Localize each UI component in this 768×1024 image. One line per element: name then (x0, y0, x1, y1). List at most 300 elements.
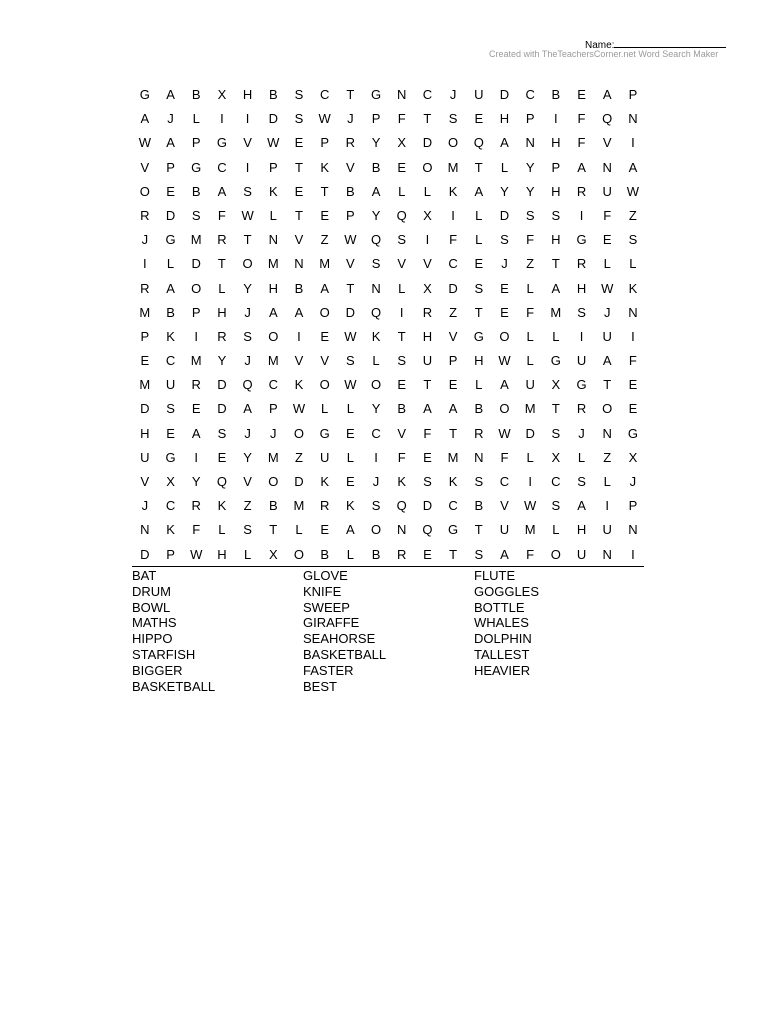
grid-letter: C (422, 87, 433, 102)
grid-letter: Z (294, 449, 303, 465)
grid-letter: A (577, 159, 586, 175)
grid-letter: G (370, 87, 382, 102)
grid-letter: L (218, 280, 226, 296)
name-blank-line (614, 38, 726, 48)
grid-letter: K (371, 328, 381, 344)
grid-letter: D (499, 87, 510, 102)
grid-letter: D (140, 546, 150, 562)
grid-letter: T (449, 425, 458, 441)
grid-letter: T (423, 111, 432, 127)
grid-letter: G (576, 377, 587, 393)
word-list-item: DOLPHIN (474, 631, 532, 647)
grid-letter: M (267, 353, 279, 369)
word-list-item: HEAVIER (474, 662, 531, 678)
grid-letter: O (293, 546, 305, 562)
grid-letter: E (577, 87, 586, 102)
grid-letter: F (526, 304, 535, 320)
grid-letter: H (422, 328, 433, 344)
grid-letter: L (346, 401, 354, 417)
grid-letter: E (294, 135, 304, 151)
grid-letter: D (140, 401, 150, 417)
grid-letter: L (295, 522, 303, 538)
grid-letter: T (320, 183, 329, 199)
grid-letter: H (576, 280, 587, 296)
grid-letter: D (268, 111, 278, 127)
grid-letter: I (220, 111, 224, 127)
grid-letter: N (397, 87, 407, 102)
grid-letter: R (140, 280, 150, 296)
grid-letter: A (577, 498, 586, 514)
grid-letter: S (525, 207, 535, 223)
grid-letter: L (577, 449, 586, 465)
grid-letter: I (245, 159, 250, 175)
grid-letter: K (217, 498, 227, 514)
grid-letter: G (216, 135, 227, 151)
grid-letter: V (320, 353, 329, 369)
grid-letter: I (425, 232, 430, 248)
grid-letter: X (397, 135, 407, 151)
grid-letter: Y (525, 159, 535, 175)
grid-letter: Q (396, 498, 407, 514)
grid-letter: L (372, 353, 380, 369)
grid-letter: H (140, 425, 150, 441)
grid-letter: B (320, 546, 329, 562)
grid-letter: P (191, 304, 201, 320)
grid-letter: B (371, 546, 381, 562)
grid-letter: T (474, 304, 483, 320)
grid-letter: W (626, 183, 640, 199)
grid-letter: E (140, 353, 150, 369)
grid-letter: A (602, 353, 612, 369)
grid-letter: K (628, 280, 638, 296)
grid-letter: K (294, 377, 304, 393)
grid-letter: I (579, 207, 584, 223)
grid-letter: W (601, 280, 614, 296)
grid-letter: O (602, 401, 613, 417)
word-list-item: BAT (132, 568, 157, 583)
grid-letter: C (268, 377, 278, 393)
word-list-item: SEAHORSE (303, 631, 376, 647)
grid-letter: J (244, 304, 251, 320)
grid-letter: K (166, 522, 175, 538)
grid-letter: J (449, 87, 457, 102)
grid-letter: R (191, 498, 201, 514)
grid-letter: H (551, 232, 561, 248)
grid-letter: T (474, 159, 483, 175)
grid-letter: E (217, 449, 227, 465)
name-label: Name: (585, 40, 615, 51)
grid-letter: F (217, 207, 226, 223)
grid-letter: N (397, 522, 407, 538)
grid-letter: Q (216, 474, 227, 489)
grid-letter: L (500, 159, 509, 175)
grid-letter: E (500, 280, 509, 296)
grid-letter: U (576, 353, 587, 369)
grid-letter: V (423, 256, 432, 272)
grid-letter: L (192, 111, 200, 127)
grid-letter: R (191, 377, 201, 393)
grid-letter: V (397, 425, 407, 441)
grid-letter: F (397, 449, 406, 465)
grid-letter: I (297, 328, 301, 344)
grid-letter: K (320, 159, 329, 175)
grid-letter: Y (371, 401, 381, 417)
grid-letter: X (628, 449, 638, 465)
grid-letter: C (371, 425, 381, 441)
grid-letter: E (397, 377, 407, 393)
word-list-item: MATHS (132, 615, 177, 631)
grid-letter: A (243, 401, 252, 417)
grid-letter: R (576, 256, 587, 272)
grid-letter: S (397, 232, 407, 248)
grid-letter: B (191, 183, 201, 199)
grid-letter: J (629, 474, 637, 489)
grid-letter: L (269, 207, 277, 223)
word-list-item: BEST (303, 678, 337, 694)
grid-letter: O (268, 474, 279, 489)
grid-letter: R (217, 328, 227, 344)
grid-letter: U (319, 449, 330, 465)
grid-letter: S (294, 111, 304, 127)
grid-letter: P (166, 546, 175, 562)
word-list-item: BASKETBALL (303, 646, 387, 662)
grid-letter: T (423, 377, 432, 393)
grid-letter: J (372, 474, 380, 489)
grid-letter: R (319, 498, 330, 514)
grid-letter: E (628, 401, 638, 417)
word-list-item: GOGGLES (474, 583, 540, 599)
grid-letter: L (475, 207, 483, 223)
grid-letter: S (397, 353, 407, 369)
grid-letter: P (551, 159, 561, 175)
grid-letter: P (268, 159, 278, 175)
grid-letter: H (242, 87, 253, 102)
grid-letter: Q (396, 207, 407, 223)
grid-letter: F (526, 232, 535, 248)
grid-letter: K (448, 183, 458, 199)
grid-letter: P (320, 135, 329, 151)
grid-letter: G (139, 87, 150, 102)
grid-letter: C (448, 498, 458, 514)
grid-letter: C (165, 498, 176, 514)
grid-letter: V (500, 498, 509, 514)
word-list-item: GIRAFFE (303, 615, 360, 631)
grid-letter: C (525, 87, 535, 102)
grid-letter: B (268, 498, 278, 514)
word-list-item: WHALES (474, 615, 529, 631)
grid-letter: G (191, 159, 202, 175)
grid-letter: W (344, 232, 357, 248)
grid-letter: E (500, 304, 509, 320)
grid-letter: H (551, 183, 561, 199)
grid-letter: S (500, 232, 509, 248)
grid-letter: R (422, 304, 433, 320)
grid-letter: J (141, 232, 149, 248)
grid-letter: S (474, 280, 484, 296)
grid-letter: E (320, 522, 329, 538)
grid-letter: L (526, 449, 534, 465)
grid-letter: W (344, 377, 357, 393)
grid-letter: B (294, 280, 304, 296)
grid-letter: W (344, 328, 357, 344)
word-list-item: TALLEST (474, 646, 530, 662)
grid-letter: B (474, 498, 484, 514)
grid-letter: F (628, 353, 637, 369)
grid-letter: L (398, 183, 406, 199)
grid-letter: A (423, 401, 432, 417)
grid-letter: I (605, 498, 610, 514)
grid-letter: F (577, 111, 586, 127)
grid-letter: W (292, 401, 306, 417)
grid-letter: H (499, 111, 510, 127)
grid-letter: M (190, 353, 202, 369)
grid-letter: W (498, 425, 511, 441)
grid-letter: O (499, 401, 510, 417)
grid-letter: O (268, 328, 279, 344)
grid-letter: J (578, 425, 585, 441)
grid-letter: K (346, 498, 355, 514)
grid-letter: O (293, 425, 305, 441)
grid-letter: E (166, 183, 175, 199)
grid-letter: N (602, 425, 612, 441)
grid-letter: P (166, 159, 175, 175)
grid-letter: T (551, 256, 560, 272)
grid-letter: J (501, 256, 508, 272)
grid-letter: F (577, 135, 586, 151)
grid-letter: U (474, 87, 484, 102)
grid-letter: F (500, 449, 509, 465)
grid-letter: O (370, 522, 382, 538)
grid-letter: S (423, 474, 432, 489)
grid-letter: M (139, 377, 151, 393)
grid-letter: Y (243, 280, 252, 296)
grid-letter: M (319, 256, 331, 272)
grid-letter: E (602, 232, 612, 248)
grid-letter: K (320, 474, 329, 489)
grid-letter: A (294, 304, 304, 320)
grid-letter: D (525, 425, 535, 441)
grid-letter: X (268, 546, 278, 562)
grid-letter: J (141, 498, 149, 514)
word-list-item: STARFISH (132, 646, 196, 662)
grid-letter: L (526, 328, 534, 344)
grid-letter: E (474, 256, 484, 272)
grid-letter: L (166, 256, 175, 272)
grid-letter: I (528, 474, 532, 489)
grid-letter: N (140, 522, 150, 538)
grid-letter: O (242, 256, 253, 272)
grid-letter: A (551, 280, 561, 296)
grid-letter: I (631, 135, 635, 151)
grid-letter: F (397, 111, 406, 127)
grid-letter: S (243, 522, 252, 538)
grid-letter: X (551, 449, 561, 465)
word-list-item: BIGGER (132, 662, 183, 678)
grid-letter: N (371, 280, 381, 296)
grid-letter: S (448, 111, 458, 127)
grid-letter: E (294, 183, 304, 199)
grid-letter: S (551, 425, 561, 441)
grid-letter: N (628, 522, 638, 538)
grid-letter: S (551, 498, 561, 514)
grid-letter: H (474, 353, 484, 369)
grid-letter: A (628, 159, 638, 175)
grid-letter: L (629, 256, 637, 272)
grid-letter: N (294, 256, 304, 272)
word-list-item: HIPPO (132, 631, 173, 647)
grid-letter: W (241, 207, 254, 223)
grid-letter: A (166, 280, 175, 296)
grid-letter: R (474, 425, 484, 441)
grid-letter: T (603, 377, 612, 393)
grid-letter: R (345, 135, 356, 151)
grid-letter: D (217, 401, 227, 417)
grid-letter: G (627, 425, 638, 441)
grid-letter: C (448, 256, 458, 272)
grid-letter: E (346, 474, 355, 489)
grid-letter: G (550, 353, 561, 369)
grid-letter: O (370, 377, 382, 393)
grid-letter: S (191, 207, 201, 223)
grid-letter: E (166, 425, 175, 441)
grid-letter: M (293, 498, 305, 514)
grid-letter: Q (602, 111, 613, 127)
grid-letter: V (243, 135, 252, 151)
word-list-item: SWEEP (303, 599, 350, 615)
grid-letter: V (294, 353, 304, 369)
grid-letter: Y (243, 449, 252, 465)
grid-letter: D (422, 498, 433, 514)
grid-letter: V (346, 256, 355, 272)
grid-letter: L (526, 353, 534, 369)
grid-letter: M (550, 304, 562, 320)
grid-letter: V (397, 256, 407, 272)
grid-letter: T (449, 546, 458, 562)
grid-letter: G (576, 232, 587, 248)
grid-letter: Z (628, 207, 637, 223)
grid-letter: O (191, 280, 202, 296)
grid-letter: Z (449, 304, 458, 320)
grid-letter: O (499, 328, 510, 344)
grid-letter: X (423, 207, 432, 223)
grid-letter: I (245, 111, 250, 127)
grid-letter: E (423, 449, 432, 465)
grid-letter: H (576, 522, 587, 538)
grid-letter: C (551, 474, 561, 489)
grid-letter: O (139, 183, 150, 199)
grid-letter: A (217, 183, 227, 199)
grid-letter: J (244, 353, 251, 369)
grid-letter: D (294, 474, 304, 489)
grid-letter: H (551, 135, 561, 151)
word-list-item: BASKETBALL (132, 678, 216, 694)
grid-letter: P (268, 401, 278, 417)
grid-letter: N (628, 111, 638, 127)
grid-letter: T (217, 256, 226, 272)
grid-letter: S (577, 474, 586, 489)
grid-letter: O (319, 304, 330, 320)
grid-letter: U (602, 183, 612, 199)
grid-letter: B (397, 401, 407, 417)
divider-line (132, 566, 644, 567)
grid-letter: M (524, 401, 536, 417)
grid-letter: X (423, 280, 432, 296)
grid-letter: P (628, 87, 638, 102)
grid-letter: Y (191, 474, 201, 489)
grid-letter: L (321, 401, 329, 417)
grid-letter: U (140, 449, 150, 465)
grid-letter: S (243, 183, 252, 199)
grid-letter: S (371, 256, 381, 272)
grid-letter: L (218, 522, 226, 538)
word-list-item: DRUM (132, 583, 171, 599)
grid-letter: Z (320, 232, 329, 248)
grid-letter: C (319, 87, 330, 102)
grid-letter: E (320, 328, 329, 344)
grid-letter: D (422, 135, 433, 151)
grid-letter: N (602, 159, 612, 175)
grid-letter: W (318, 111, 331, 127)
grid-letter: I (554, 111, 558, 127)
grid-letter: B (191, 87, 201, 102)
grid-letter: Q (473, 135, 484, 151)
grid-letter: V (602, 135, 612, 151)
credit-text: Created with TheTeachersCorner.net Word Search Maker (489, 49, 719, 59)
grid-letter: I (631, 328, 635, 344)
grid-letter: Q (422, 522, 433, 538)
grid-letter: M (139, 304, 151, 320)
grid-letter: D (165, 207, 176, 223)
grid-letter: A (268, 304, 278, 320)
grid-letter: A (500, 546, 509, 562)
grid-letter: E (474, 111, 484, 127)
grid-letter: K (166, 328, 175, 344)
grid-letter: Z (243, 498, 252, 514)
word-list (132, 568, 645, 694)
grid-letter: D (191, 256, 201, 272)
grid-letter: A (166, 135, 175, 151)
grid-letter: X (217, 87, 227, 102)
grid-letter: L (346, 449, 354, 465)
grid-letter: F (526, 546, 535, 562)
grid-letter: A (474, 183, 484, 199)
grid-letter: F (603, 207, 612, 223)
grid-letter: L (603, 256, 611, 272)
grid-letter: L (552, 328, 560, 344)
grid-letter: J (270, 425, 277, 441)
grid-letter: G (165, 232, 176, 248)
grid-letter: T (269, 522, 278, 538)
word-list-item: BOTTLE (474, 599, 525, 615)
grid-letter: T (346, 87, 355, 102)
grid-letter: K (397, 474, 407, 489)
grid-letter: S (551, 207, 561, 223)
grid-letter: H (217, 546, 227, 562)
grid-letter: U (499, 522, 510, 538)
grid-letter: O (448, 135, 459, 151)
grid-letter: N (474, 449, 484, 465)
grid-letter: E (423, 546, 432, 562)
grid-letter: K (448, 474, 458, 489)
grid-letter: A (166, 87, 175, 102)
grid-letter: C (165, 353, 176, 369)
grid-letter: S (346, 353, 355, 369)
grid-letter: R (576, 183, 587, 199)
grid-letter: A (191, 425, 201, 441)
grid-letter: I (451, 207, 455, 223)
grid-letter: L (552, 522, 560, 538)
word-list-item: KNIFE (303, 583, 342, 599)
